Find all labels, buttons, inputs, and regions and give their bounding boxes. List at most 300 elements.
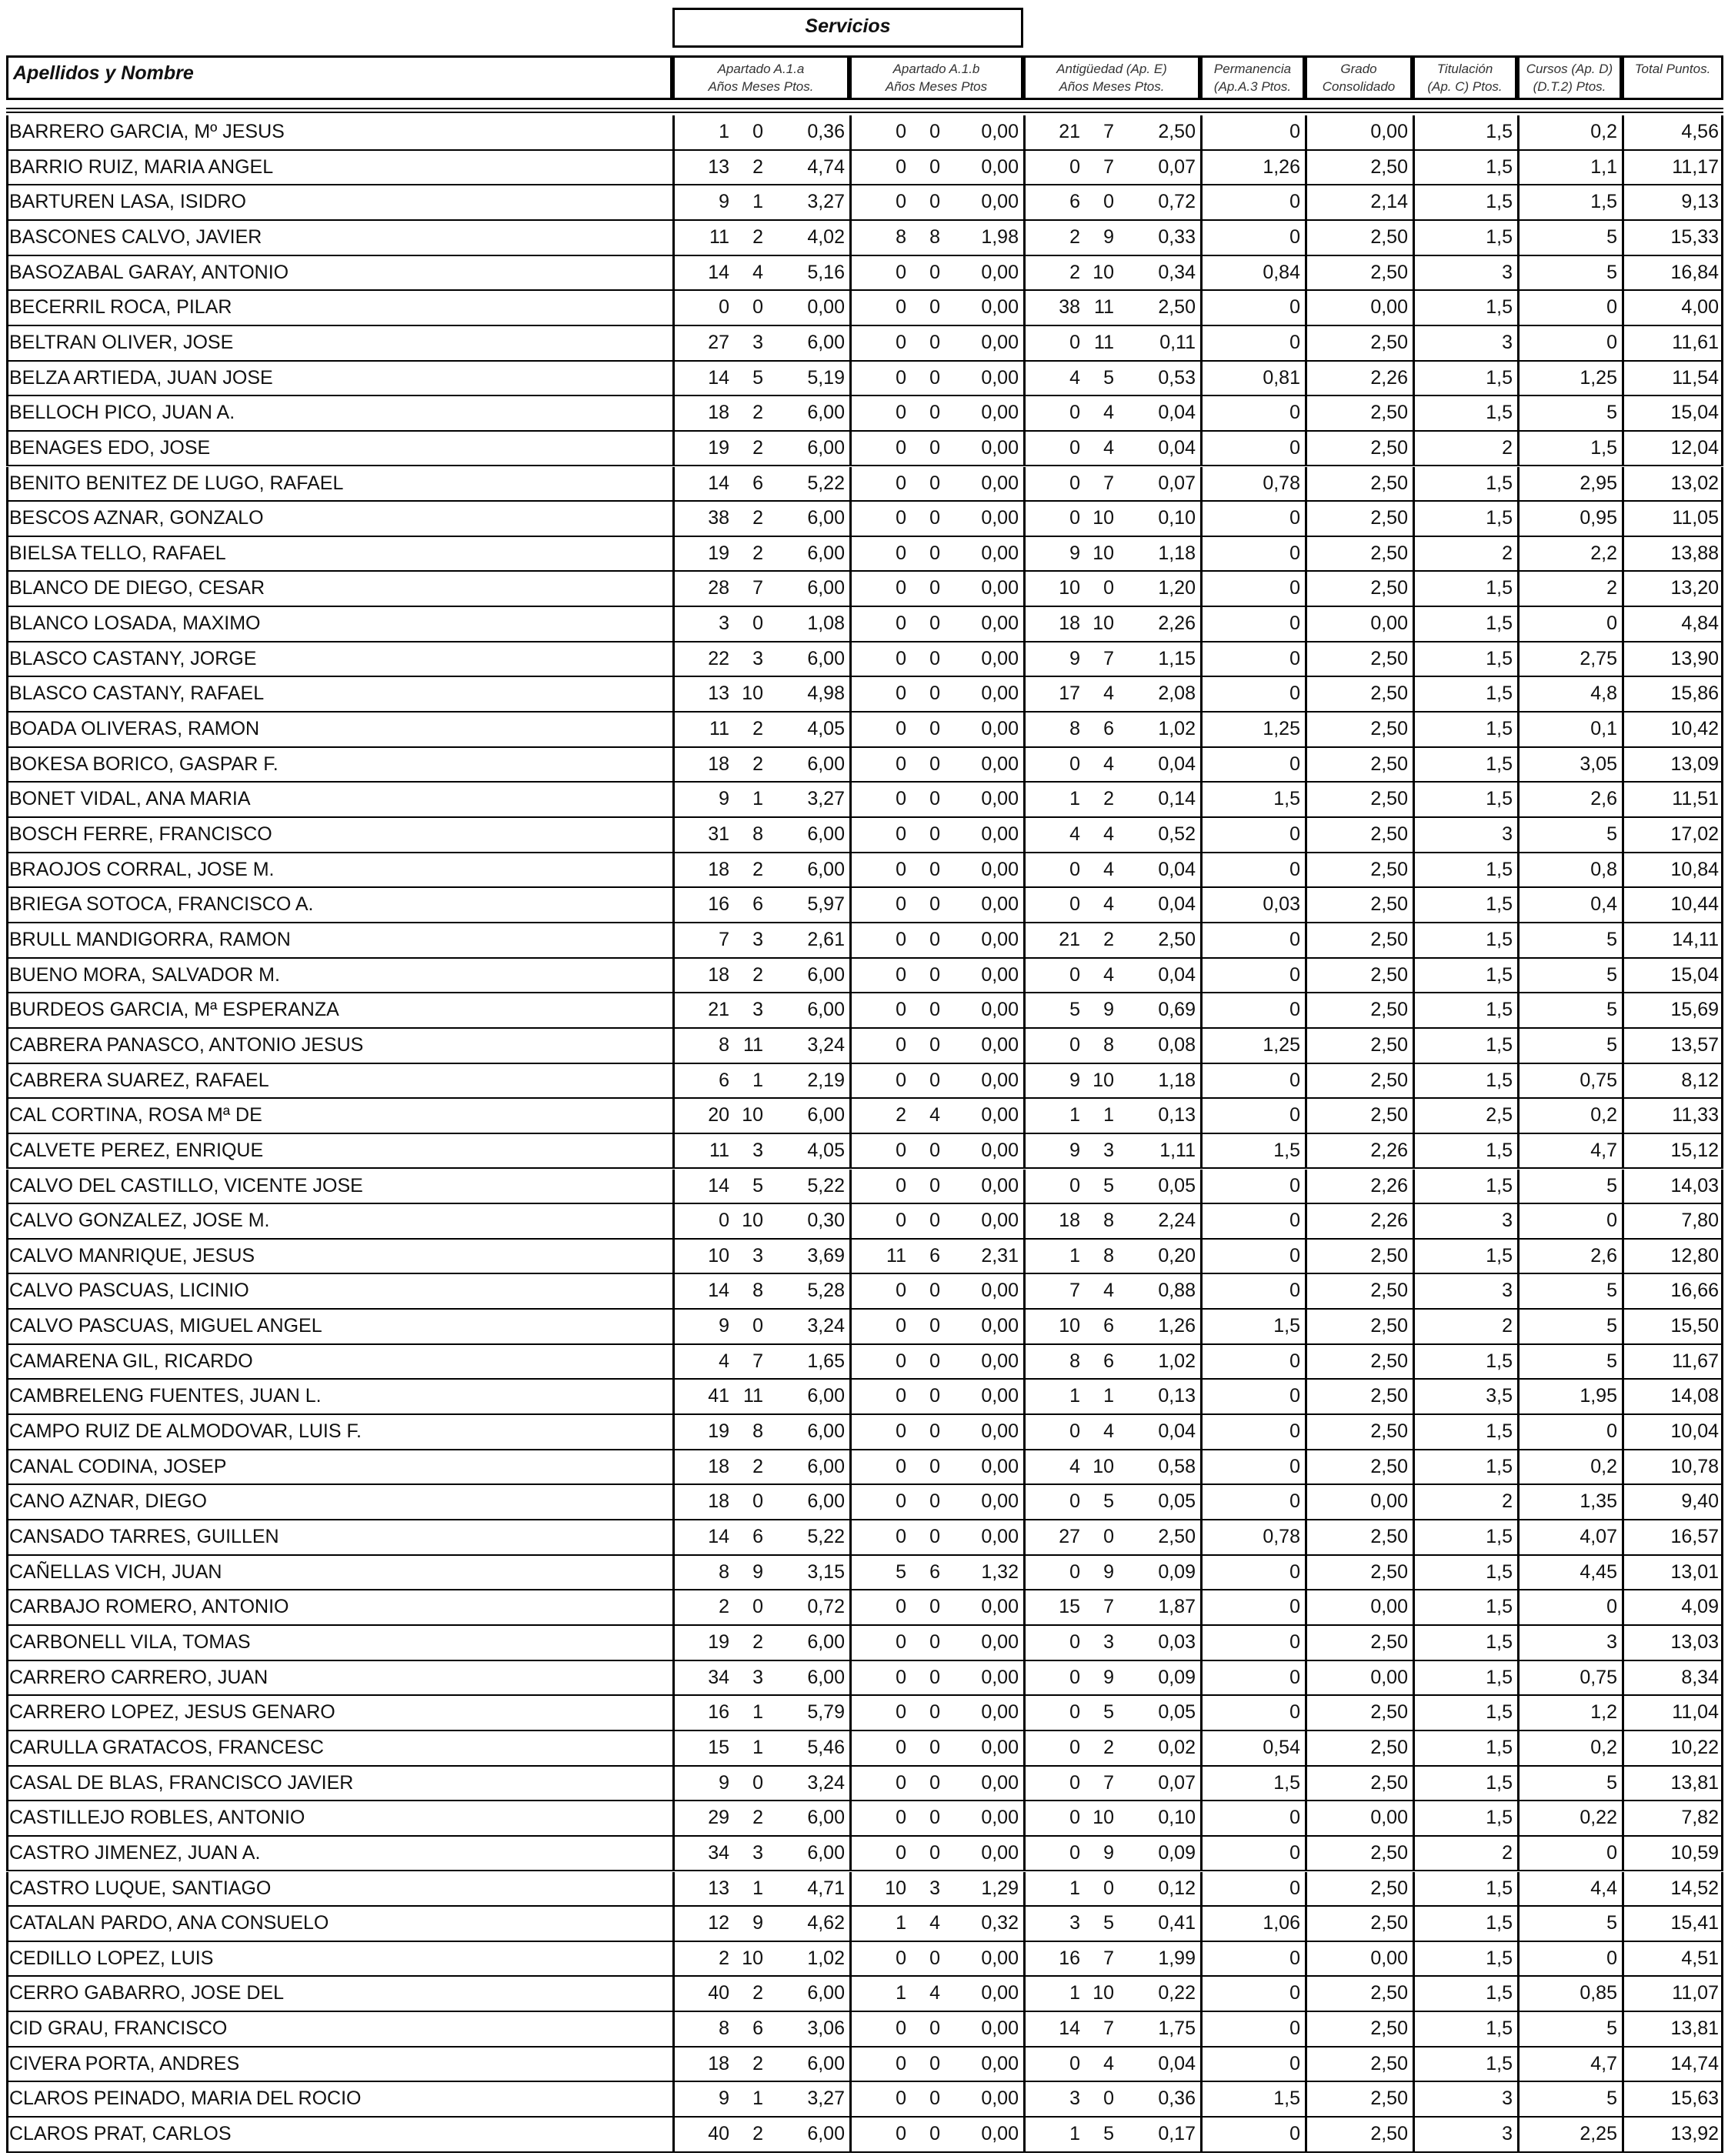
row-value: 0,07 (1158, 472, 1196, 494)
row-value: 21 (708, 999, 729, 1021)
row-value: 0,00 (981, 612, 1019, 635)
column-divider (1200, 502, 1203, 536)
row-name: BARRIO RUIZ, MARIA ANGEL (9, 155, 274, 178)
row-value: 0,10 (1158, 1807, 1196, 1829)
row-value: 2,26 (1370, 1174, 1408, 1196)
row-value: 2,50 (1370, 858, 1408, 880)
column-divider (672, 783, 675, 816)
column-divider (672, 537, 675, 571)
column-divider (1023, 1767, 1026, 1801)
row-value: 7 (1103, 647, 1114, 669)
row-value: 1 (1103, 1104, 1114, 1126)
table-row (6, 1626, 1723, 1661)
column-divider (1200, 396, 1203, 430)
table-row (6, 1345, 1723, 1380)
row-value: 4 (719, 1350, 729, 1372)
table-right-border (1721, 185, 1723, 219)
column-divider (1305, 1415, 1307, 1449)
row-value: 40 (708, 1982, 729, 2004)
column-divider (849, 1099, 852, 1133)
row-name: BLASCO CASTANY, RAFAEL (9, 683, 265, 705)
table-right-border (1721, 1204, 1723, 1238)
row-value: 0 (1289, 1385, 1300, 1407)
row-value: 0 (1289, 1877, 1300, 1899)
column-divider (849, 1626, 852, 1660)
row-value: 1,5 (1486, 1596, 1513, 1618)
column-divider (1622, 818, 1624, 852)
table-row (6, 607, 1723, 642)
row-value: 3,69 (807, 1244, 845, 1267)
column-divider (1200, 1064, 1203, 1098)
table-right-border (1721, 1731, 1723, 1765)
row-value: 5,19 (807, 366, 845, 389)
row-value: 9 (719, 191, 729, 213)
row-value: 7 (1103, 121, 1114, 142)
row-value: 0,04 (1158, 402, 1196, 424)
header-permanencia (1200, 55, 1305, 100)
column-divider (1023, 677, 1026, 711)
row-value: 0,13 (1158, 1104, 1196, 1126)
table-right-border (1721, 326, 1723, 360)
table-left-border (6, 1556, 8, 1590)
column-divider (672, 713, 675, 746)
row-value: 6 (929, 1244, 940, 1267)
row-value: 0,00 (981, 402, 1019, 424)
column-divider (1517, 677, 1520, 711)
row-value: 1,65 (807, 1350, 845, 1372)
column-divider (1413, 818, 1415, 852)
row-value: 1,5 (1486, 683, 1513, 705)
row-value: 0 (1069, 893, 1080, 916)
column-divider (1622, 1170, 1624, 1203)
table-row (6, 1204, 1723, 1240)
row-value: 0,58 (1158, 1455, 1196, 1477)
row-value: 14 (708, 1174, 729, 1196)
row-value: 4 (1103, 402, 1114, 424)
row-value: 0 (896, 1033, 906, 1056)
row-value: 7 (719, 928, 729, 950)
row-value: 5,46 (807, 1736, 845, 1758)
row-value: 1,5 (1486, 2052, 1513, 2074)
row-value: 13,09 (1670, 753, 1719, 775)
row-value: 0,03 (1263, 893, 1300, 916)
column-divider (1305, 256, 1307, 290)
row-value: 0 (929, 718, 940, 740)
column-divider (849, 1415, 852, 1449)
row-name: CABRERA PANASCO, ANTONIO JESUS (9, 1033, 364, 1056)
table-right-border (1721, 115, 1723, 149)
table-left-border (6, 1415, 8, 1449)
table-row (6, 1485, 1723, 1520)
column-divider (1023, 1872, 1026, 1906)
row-value: 2,6 (1590, 788, 1617, 810)
row-value: 0 (929, 823, 940, 845)
row-value: 0 (1069, 155, 1080, 178)
row-value: 0 (1289, 963, 1300, 986)
column-divider (672, 607, 675, 641)
column-divider (1023, 1380, 1026, 1413)
row-value: 31 (708, 823, 729, 845)
column-divider (1200, 256, 1203, 290)
row-value: 2 (752, 1455, 763, 1477)
table-row (6, 642, 1723, 678)
column-divider (1517, 1801, 1520, 1835)
row-value: 1,87 (1158, 1596, 1196, 1618)
row-value: 0 (1606, 1210, 1617, 1232)
column-divider (1023, 888, 1026, 922)
row-value: 16 (708, 1701, 729, 1724)
header-name: Apellidos y Nombre (6, 55, 672, 100)
column-divider (1023, 1626, 1026, 1660)
header-grado-units: Consolidado (1322, 79, 1396, 94)
table-right-border (1721, 1485, 1723, 1519)
table-right-border (1721, 1626, 1723, 1660)
column-divider (1023, 432, 1026, 466)
row-value: 5 (1606, 1350, 1617, 1372)
column-divider (1622, 2012, 1624, 2046)
row-value: 2,50 (1370, 928, 1408, 950)
row-value: 0,20 (1158, 1244, 1196, 1267)
row-value: 3 (1502, 823, 1513, 845)
row-value: 12,80 (1670, 1244, 1719, 1267)
row-value: 0,36 (807, 121, 845, 142)
row-name: CASTILLEJO ROBLES, ANTONIO (9, 1807, 305, 1829)
row-value: 0,04 (1158, 1420, 1196, 1443)
row-value: 0 (896, 612, 906, 635)
row-value: 0,00 (981, 788, 1019, 810)
column-divider (1305, 1731, 1307, 1765)
row-value: 7 (752, 1350, 763, 1372)
row-value: 0 (1289, 1244, 1300, 1267)
table-right-border (1721, 1696, 1723, 1730)
column-divider (849, 396, 852, 430)
row-value: 0 (929, 402, 940, 424)
row-value: 13 (708, 155, 729, 178)
column-divider (1413, 115, 1415, 149)
row-value: 10,22 (1670, 1736, 1719, 1758)
row-value: 1,18 (1158, 542, 1196, 564)
column-divider (1305, 748, 1307, 782)
row-value: 6,00 (807, 2123, 845, 2145)
column-divider (1305, 1626, 1307, 1660)
column-divider (1413, 888, 1415, 922)
row-value: 0 (896, 1350, 906, 1372)
row-value: 4,7 (1590, 1139, 1617, 1161)
column-divider (1622, 923, 1624, 957)
row-value: 15 (1059, 1596, 1080, 1618)
row-value: 6,00 (807, 999, 845, 1021)
table-row (6, 1767, 1723, 1802)
column-divider (1622, 291, 1624, 325)
row-value: 2,6 (1590, 1244, 1617, 1267)
row-value: 2,50 (1370, 1877, 1408, 1899)
column-divider (672, 1170, 675, 1203)
row-value: 1,5 (1486, 1069, 1513, 1091)
row-name: CATALAN PARDO, ANA CONSUELO (9, 1912, 329, 1934)
row-value: 4,00 (1681, 296, 1719, 319)
row-value: 10 (742, 1210, 763, 1232)
row-value: 1,5 (1273, 2088, 1300, 2110)
row-value: 1,95 (1580, 1385, 1617, 1407)
row-value: 0,00 (981, 1666, 1019, 1688)
table-right-border (1721, 362, 1723, 395)
row-value: 9 (719, 1771, 729, 1794)
row-value: 1,5 (1486, 1807, 1513, 1829)
row-value: 14,74 (1670, 2052, 1719, 2074)
row-value: 6,00 (807, 823, 845, 845)
row-value: 18 (708, 2052, 729, 2074)
row-value: 4,02 (807, 225, 845, 248)
row-value: 1,5 (1486, 1982, 1513, 2004)
column-divider (849, 362, 852, 395)
table-left-border (6, 115, 8, 149)
column-divider (849, 1942, 852, 1976)
row-value: 3 (1502, 2088, 1513, 2110)
row-name: CID GRAU, FRANCISCO (9, 2017, 228, 2040)
column-divider (1305, 502, 1307, 536)
row-value: 2,50 (1370, 2123, 1408, 2145)
row-value: 0,84 (1263, 261, 1300, 283)
column-divider (1305, 1801, 1307, 1835)
row-value: 0 (1069, 472, 1080, 494)
row-name: CARBAJO ROMERO, ANTONIO (9, 1596, 289, 1618)
column-divider (672, 1520, 675, 1554)
row-value: 6 (752, 1526, 763, 1547)
row-value: 0 (929, 1947, 940, 1969)
row-value: 15,04 (1670, 963, 1719, 986)
column-divider (672, 1485, 675, 1519)
column-divider (1200, 1170, 1203, 1203)
column-divider (1305, 1520, 1307, 1554)
table-left-border (6, 1380, 8, 1413)
row-value: 11,05 (1672, 507, 1719, 529)
row-value: 6,00 (807, 436, 845, 459)
column-divider (849, 1977, 852, 2011)
column-divider (849, 256, 852, 290)
column-divider (849, 2082, 852, 2116)
column-divider (1517, 1977, 1520, 2011)
column-divider (1517, 1556, 1520, 1590)
column-divider (1200, 362, 1203, 395)
column-divider (1200, 1696, 1203, 1730)
row-name: CARULLA GRATACOS, FRANCESC (9, 1736, 324, 1758)
table-right-border (1721, 923, 1723, 957)
row-value: 0,00 (981, 1982, 1019, 2004)
row-value: 0 (896, 2123, 906, 2145)
column-divider (849, 1310, 852, 1343)
row-value: 0 (1289, 331, 1300, 353)
row-name: BIELSA TELLO, RAFAEL (9, 542, 226, 564)
table-row (6, 151, 1723, 186)
row-value: 5 (1069, 999, 1080, 1021)
table-left-border (6, 502, 8, 536)
row-value: 1,99 (1158, 1947, 1196, 1969)
row-value: 2 (752, 2123, 763, 2145)
row-value: 8 (1069, 1350, 1080, 1372)
column-divider (849, 1731, 852, 1765)
row-name: CARBONELL VILA, TOMAS (9, 1630, 251, 1653)
row-value: 0 (929, 331, 940, 353)
row-value: 0,08 (1158, 1033, 1196, 1056)
row-value: 2,50 (1370, 1244, 1408, 1267)
row-value: 0,00 (981, 472, 1019, 494)
row-name: BENAGES EDO, JOSE (9, 436, 211, 459)
column-divider (1413, 1626, 1415, 1660)
row-value: 0,78 (1263, 1526, 1300, 1547)
column-divider (1200, 326, 1203, 360)
row-value: 10 (1059, 577, 1080, 599)
column-divider (1200, 1099, 1203, 1133)
column-divider (1023, 1801, 1026, 1835)
row-value: 3 (752, 1666, 763, 1688)
row-value: 3 (752, 928, 763, 950)
column-divider (1413, 1520, 1415, 1554)
row-value: 15 (708, 1736, 729, 1758)
row-value: 0,00 (981, 753, 1019, 775)
column-divider (1413, 1064, 1415, 1098)
row-value: 0 (929, 1841, 940, 1864)
table-row (6, 256, 1723, 292)
row-value: 0 (1289, 1210, 1300, 1232)
row-value: 0,00 (981, 823, 1019, 845)
column-divider (1305, 1942, 1307, 1976)
row-value: 2,50 (1158, 928, 1196, 950)
table-row (6, 537, 1723, 572)
table-row (6, 677, 1723, 713)
row-value: 1,5 (1590, 191, 1617, 213)
row-value: 0 (896, 963, 906, 986)
row-name: BESCOS AZNAR, GONZALO (9, 507, 264, 529)
row-value: 8 (719, 1033, 729, 1056)
row-value: 0 (1289, 436, 1300, 459)
row-value: 2 (752, 155, 763, 178)
row-value: 0,4 (1590, 893, 1617, 916)
row-value: 15,33 (1670, 225, 1719, 248)
row-value: 0 (929, 436, 940, 459)
row-value: 1,5 (1486, 1630, 1513, 1653)
row-value: 0 (929, 2017, 940, 2040)
row-value: 5 (1606, 2017, 1617, 2040)
row-value: 0 (896, 2088, 906, 2110)
row-value: 2,50 (1158, 121, 1196, 142)
column-divider (1023, 1415, 1026, 1449)
row-value: 9,13 (1681, 191, 1719, 213)
table-left-border (6, 1872, 8, 1906)
row-value: 2,95 (1580, 472, 1617, 494)
column-divider (1305, 1274, 1307, 1308)
row-value: 18 (708, 858, 729, 880)
row-value: 0,22 (1158, 1982, 1196, 2004)
row-value: 0 (896, 788, 906, 810)
row-value: 2,50 (1370, 1420, 1408, 1443)
row-name: BRULL MANDIGORRA, RAMON (9, 928, 291, 950)
column-divider (1200, 2118, 1203, 2151)
row-value: 0 (1606, 331, 1617, 353)
row-value: 0,00 (981, 2052, 1019, 2074)
column-divider (1517, 1204, 1520, 1238)
row-value: 20 (708, 1104, 729, 1126)
row-value: 4 (1103, 436, 1114, 459)
row-value: 0 (929, 858, 940, 880)
row-value: 10,78 (1670, 1455, 1719, 1477)
row-value: 2,50 (1370, 2052, 1408, 2074)
column-divider (1200, 2012, 1203, 2046)
row-value: 0 (929, 507, 940, 529)
row-value: 5 (752, 1174, 763, 1196)
row-name: CALVO MANRIQUE, JESUS (9, 1244, 255, 1267)
row-value: 5 (1103, 1174, 1114, 1196)
table-right-border (1721, 1661, 1723, 1695)
column-divider (1413, 2118, 1415, 2151)
row-value: 40 (708, 2123, 729, 2145)
row-value: 3 (929, 1877, 940, 1899)
column-divider (1200, 1872, 1203, 1906)
row-value: 4 (1103, 893, 1114, 916)
table-row (6, 1064, 1723, 1100)
row-value: 4,56 (1681, 121, 1719, 142)
header-a1b-title: Apartado A.1.b (892, 62, 980, 76)
column-divider (1517, 432, 1520, 466)
column-divider (1200, 1556, 1203, 1590)
table-row (6, 432, 1723, 467)
column-divider (672, 362, 675, 395)
column-divider (849, 1801, 852, 1835)
row-value: 0,00 (1370, 1666, 1408, 1688)
row-value: 6,00 (807, 1490, 845, 1513)
column-divider (672, 256, 675, 290)
row-value: 0,00 (981, 683, 1019, 705)
column-divider (1517, 1872, 1520, 1906)
row-value: 9 (1103, 999, 1114, 1021)
column-divider (1517, 748, 1520, 782)
table-right-border (1721, 1837, 1723, 1871)
row-name: BELLOCH PICO, JUAN A. (9, 402, 235, 424)
column-divider (1305, 818, 1307, 852)
table-right-border (1721, 502, 1723, 536)
column-divider (1517, 1134, 1520, 1168)
row-value: 0 (929, 2123, 940, 2145)
column-divider (1023, 185, 1026, 219)
row-value: 11 (1094, 331, 1114, 353)
row-name: CIVERA PORTA, ANDRES (9, 2052, 240, 2074)
double-rule-bottom (6, 112, 1723, 113)
row-value: 4,71 (807, 1877, 845, 1899)
table-row (6, 1590, 1723, 1626)
table-left-border (6, 1767, 8, 1801)
column-divider (1305, 853, 1307, 887)
column-divider (1413, 291, 1415, 325)
table-right-border (1721, 1556, 1723, 1590)
row-value: 0,05 (1158, 1174, 1196, 1196)
row-value: 1,5 (1486, 225, 1513, 248)
row-value: 9 (752, 1560, 763, 1583)
column-divider (1023, 1274, 1026, 1308)
header-a1a (672, 55, 849, 100)
row-value: 0,78 (1263, 472, 1300, 494)
row-value: 1,5 (1486, 191, 1513, 213)
row-value: 6,00 (807, 1630, 845, 1653)
row-value: 0 (1289, 542, 1300, 564)
row-value: 10 (742, 1947, 763, 1969)
row-value: 16,84 (1670, 261, 1719, 283)
column-divider (849, 1450, 852, 1484)
row-value: 5 (1606, 225, 1617, 248)
column-divider (1622, 1029, 1624, 1063)
column-divider (1305, 1556, 1307, 1590)
row-value: 0,8 (1590, 858, 1617, 880)
row-value: 5 (1103, 2123, 1114, 2145)
table-left-border (6, 1170, 8, 1203)
